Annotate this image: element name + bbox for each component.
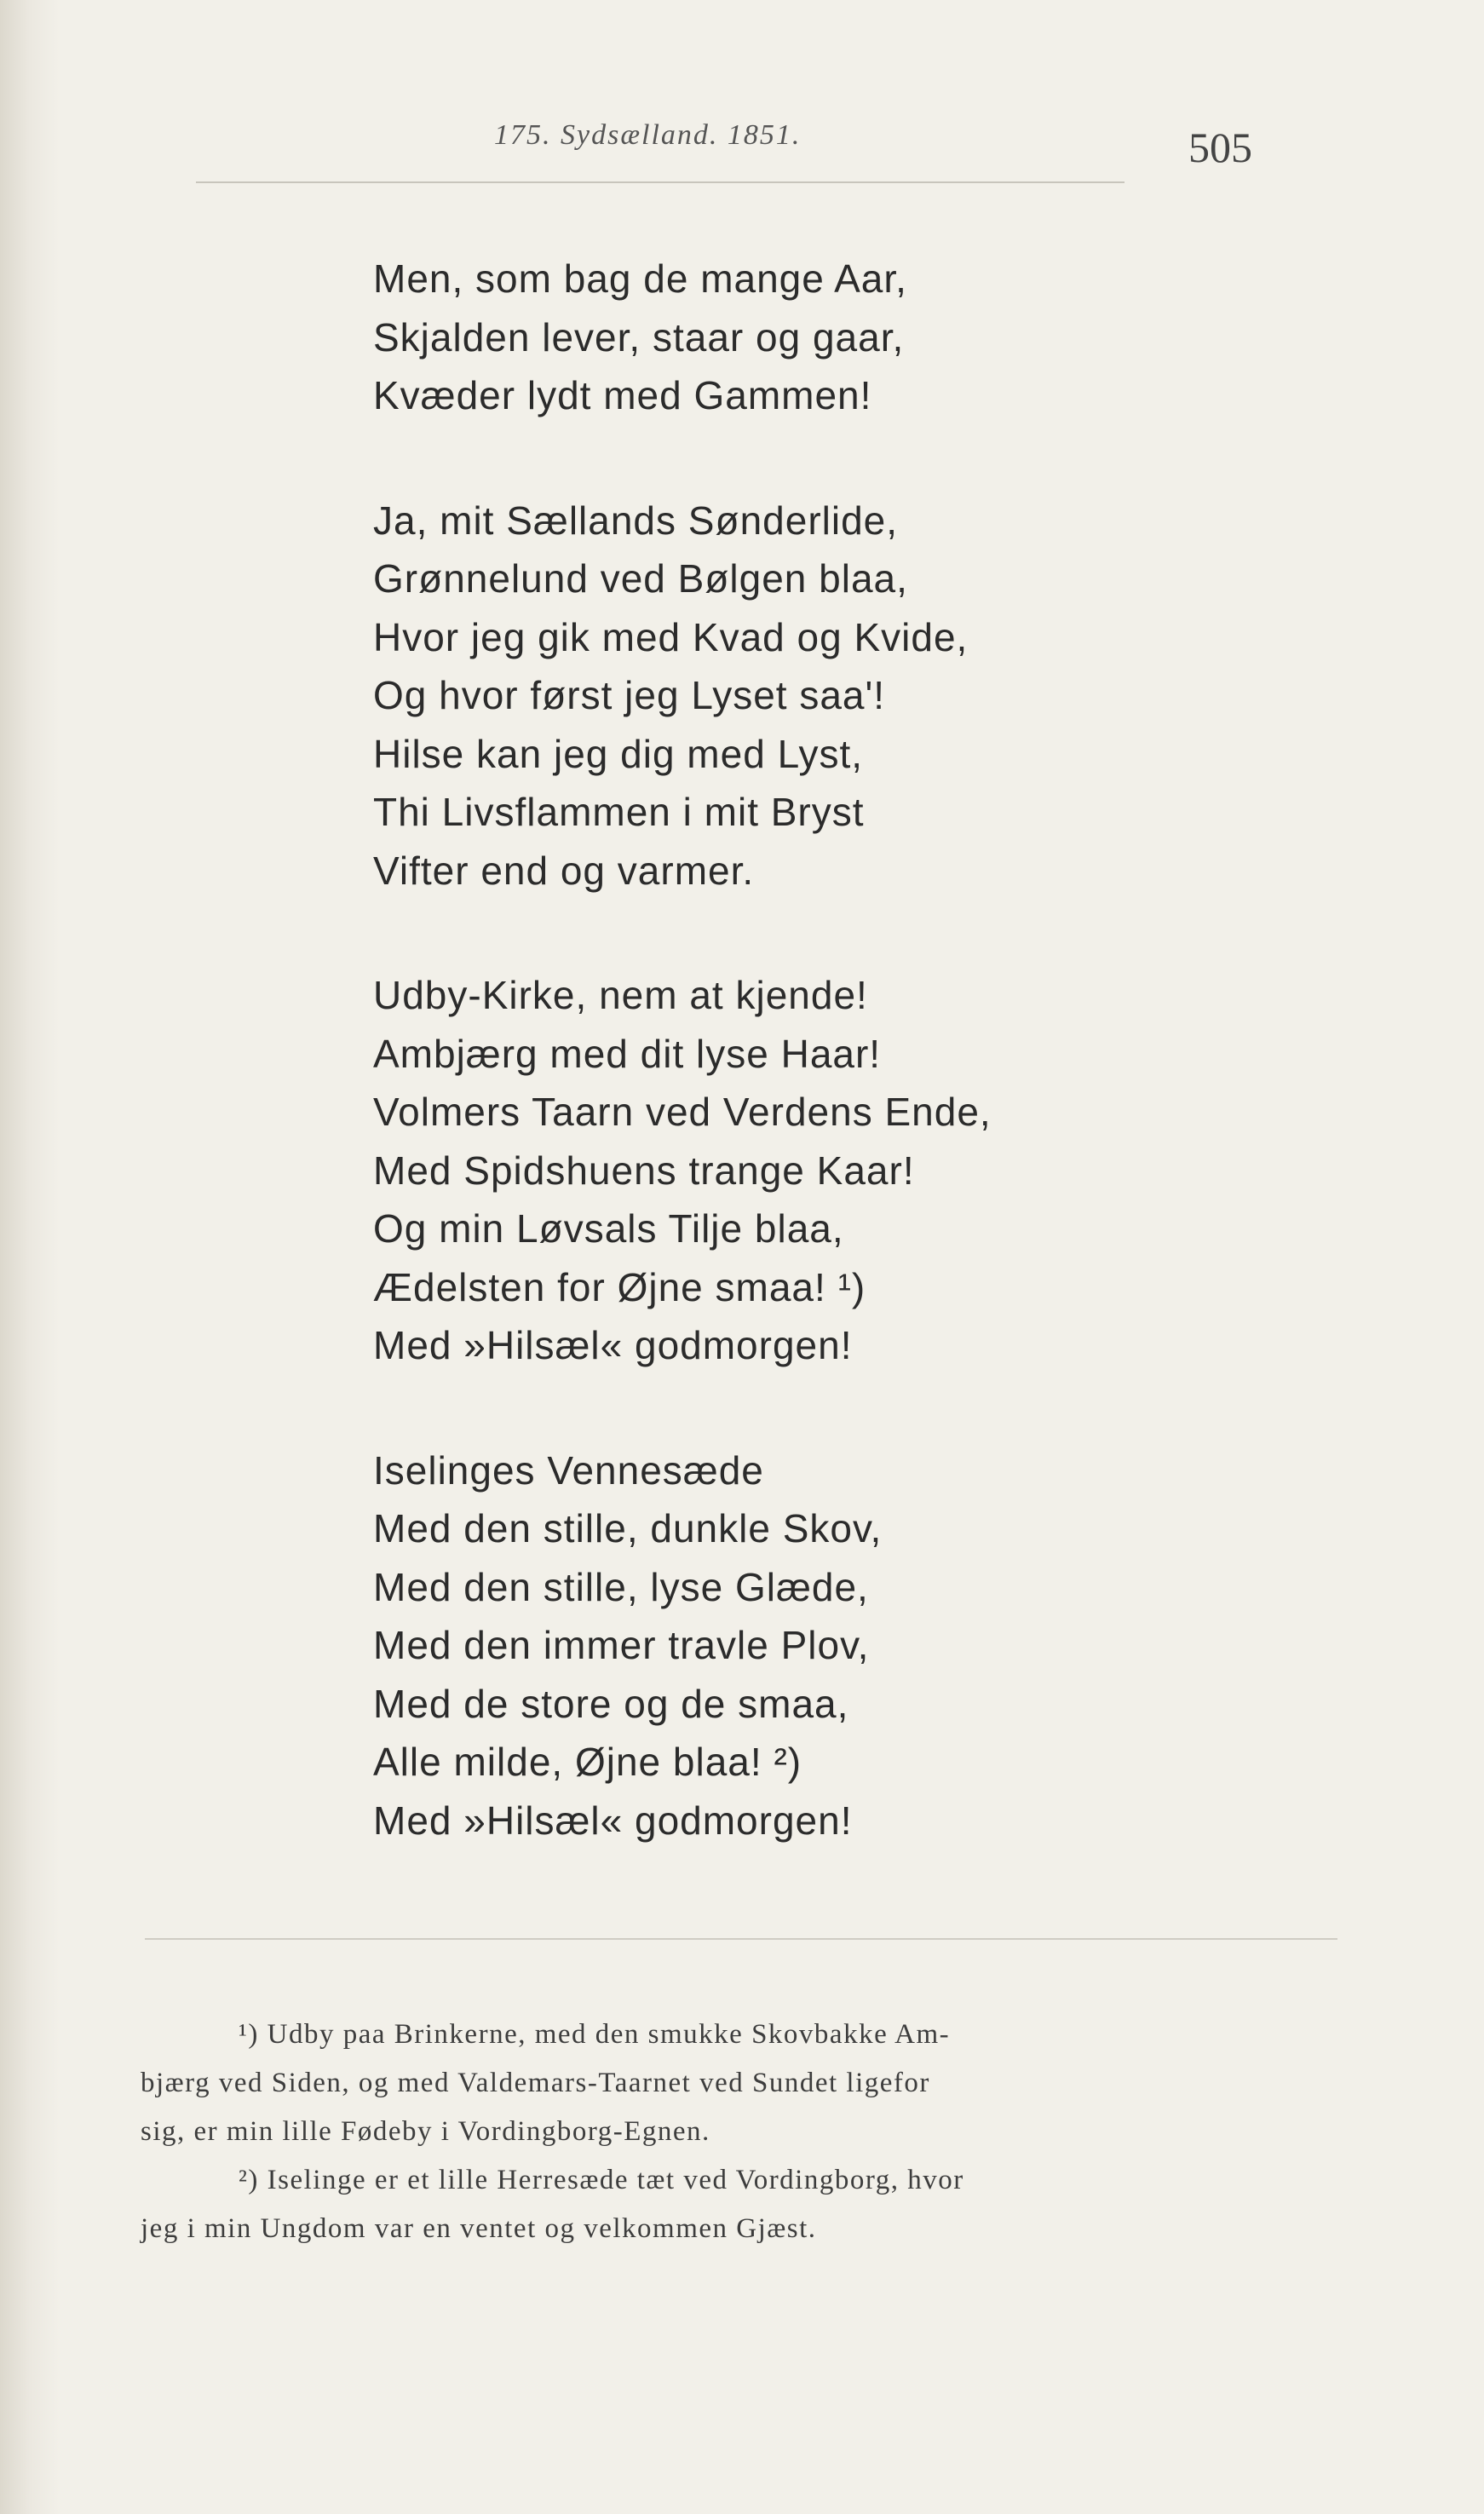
footnote-rule [145, 1938, 1337, 1940]
poem-line: Med »Hilsæl« godmorgen! [373, 1323, 853, 1367]
poem-line: Ja, mit Sællands Sønderlide, [373, 498, 899, 543]
poem-line: Med »Hilsæl« godmorgen! [373, 1798, 853, 1843]
poem-line: Grønnelund ved Bølgen blaa, [373, 556, 908, 601]
poem-line: Skjalden lever, staar og gaar, [373, 314, 905, 360]
poem-line: Alle milde, Øjne blaa! ²) [373, 1740, 802, 1784]
poem-line: Ædelsten for Øjne smaa! ¹) [373, 1264, 866, 1309]
poem-line: Med den stille, dunkle Skov, [373, 1506, 883, 1550]
poem-line: Med den stille, lyse Glæde, [373, 1564, 869, 1609]
poem-line: Kvæder lydt med Gammen! [373, 373, 872, 417]
poem-line: Med den immer travle Plov, [373, 1623, 870, 1667]
poem-line: Med de store og de smaa, [373, 1681, 849, 1726]
stanza-2 [373, 492, 1395, 900]
stanza-1 [373, 250, 1395, 425]
stanza-4 [373, 1441, 1395, 1850]
poem-line: Hilse kan jeg dig med Lyst, [373, 731, 864, 776]
page-number: 505 [1188, 124, 1252, 171]
poem-line: Med Spidshuens trange Kaar! [373, 1148, 915, 1193]
poem-line: Vifter end og varmer. [373, 848, 755, 893]
footnote-line: bjærg ved Siden, og med Valdemars-Taarnet ved Sundet ligefor [141, 2068, 930, 2098]
header-rule [196, 181, 1125, 183]
poem-line: Udby-Kirke, nem at kjende! [373, 973, 868, 1017]
poem-line: Men, som bag de mange Aar, [373, 256, 907, 301]
page-spine-shadow [0, 0, 60, 2514]
stanza-3 [373, 966, 1395, 1375]
footnote-line: ²) Iselinge er et lille Herresæde tæt ved Vordingborg, hvor [239, 2165, 964, 2195]
footnote-line: ¹) Udby paa Brinkerne, med den smukke Skovbakke Am- [239, 2019, 951, 2050]
footnote-line: jeg i min Ungdom var en ventet og velkommen Gjæst. [141, 2213, 817, 2244]
poem-line: Hvor jeg gik med Kvad og Kvide, [373, 614, 969, 659]
poem-line: Thi Livsflammen i mit Bryst [373, 790, 865, 834]
footnotes [141, 2011, 1333, 2253]
running-head-title: 175. Sydsælland. 1851. [494, 119, 802, 151]
footnote-line: sig, er min lille Fødeby i Vordingborg-Egnen. [141, 2116, 710, 2147]
poem-line: Volmers Taarn ved Verdens Ende, [373, 1090, 992, 1134]
poem-line: Og hvor først jeg Lyset saa'! [373, 673, 886, 717]
running-head [0, 111, 1484, 170]
poem [373, 250, 1395, 1916]
poem-line: Iselinges Vennesæde [373, 1447, 764, 1493]
poem-line: Ambjærg med dit lyse Haar! [373, 1031, 882, 1076]
poem-line: Og min Løvsals Tilje blaa, [373, 1206, 844, 1251]
